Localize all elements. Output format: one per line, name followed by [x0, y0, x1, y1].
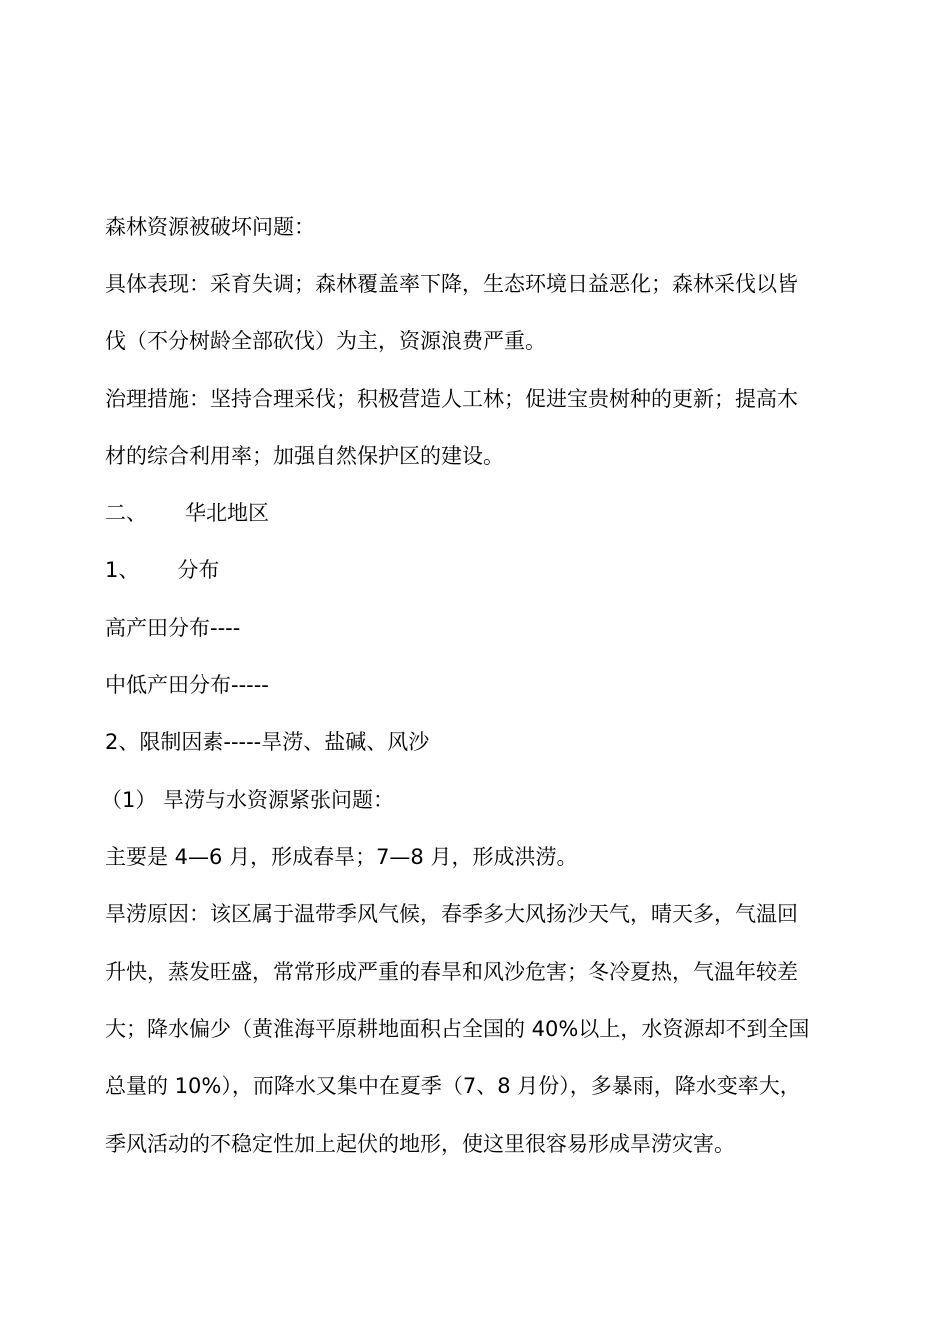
paragraph-line: 具体表现：采育失调；森林覆盖率下降，生态环境日益恶化；森林采伐以皆	[105, 272, 798, 296]
paragraph-line: 季风活动的不稳定性加上起伏的地形，使这里很容易形成旱涝灾害。	[105, 1132, 735, 1156]
subsection-heading-drought-flood: （1） 旱涝与水资源紧张问题：	[101, 788, 395, 812]
subsection-heading-distribution	[105, 555, 850, 585]
paragraph-line: 旱涝原因：该区属于温带季风气候，春季多大风扬沙天气，晴天多，气温回	[105, 902, 798, 926]
paragraph-line: 伐（不分树龄全部砍伐）为主，资源浪费严重。	[105, 329, 546, 353]
section-title: 华北地区	[185, 501, 269, 525]
section-heading-forest: 森林资源被破坏问题：	[105, 215, 315, 239]
paragraph-line: 总量的 10%），而降水又集中在夏季（7、8 月份），多暴雨，降水变率大，	[105, 1074, 801, 1098]
paragraph-line: 中低产田分布-----	[105, 673, 269, 697]
paragraph-line: 高产田分布----	[105, 616, 241, 640]
paragraph-line: 治理措施：坚持合理采伐；积极营造人工林；促进宝贵树种的更新；提高木	[105, 387, 798, 411]
subsection-heading-limits: 2、限制因素-----旱涝、盐碱、风沙	[105, 730, 430, 754]
paragraph-line: 材的综合利用率；加强自然保护区的建设。	[105, 444, 504, 468]
subsection-title: 分布	[177, 558, 220, 582]
section-heading-north-china	[105, 498, 850, 528]
paragraph-line: 升快，蒸发旺盛，常常形成严重的春旱和风沙危害；冬冷夏热，气温年较差	[105, 960, 798, 984]
paragraph-line: 大；降水偏少（黄淮海平原耕地面积占全国的 40%以上，水资源却不到全国	[105, 1017, 810, 1041]
paragraph-line: 主要是 4—6 月，形成春旱；7—8 月，形成洪涝。	[105, 845, 578, 869]
subsection-number: 1、	[105, 558, 140, 582]
section-number: 二、	[105, 501, 147, 525]
